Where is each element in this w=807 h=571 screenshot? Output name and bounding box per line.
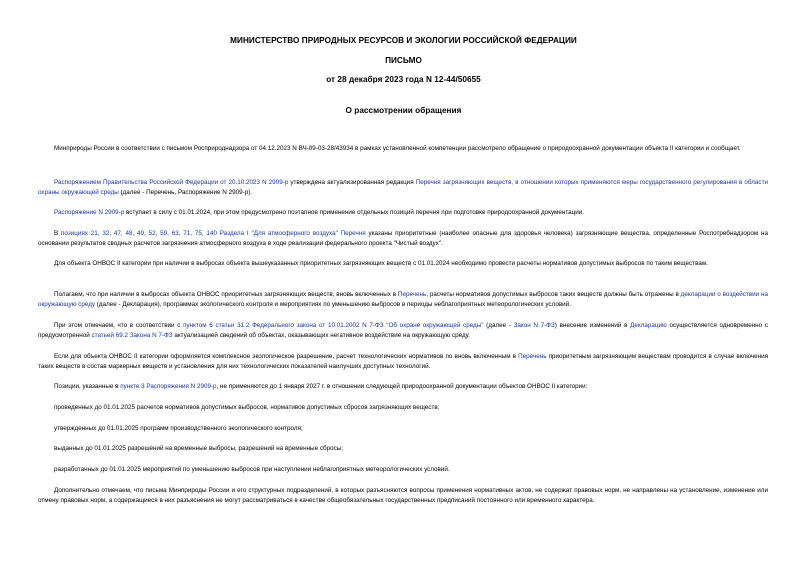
link-law-7fz-article[interactable]: пунктом 6 статьи 31.2 Федерального закона от 10.01.2002 N 7-ФЗ "Об охране окружающей среды" bbox=[183, 322, 484, 329]
text: указаны приоритетные (наиболее опасные для здоровья человека) загрязняющие вещества, определенные Роспотребнадзором на основании результатов сводных расчетов загрязнения атмосферного воздуха в ходе реализации федерального проекта "Чистый воздух". bbox=[38, 230, 768, 247]
list-item-3: выданных до 01.01.2025 разрешений на временные выбросы, разрешений на временные сбросы; bbox=[54, 445, 344, 452]
link-positions-section-1[interactable]: позициях 21, 32, 47, 48, 49, 52, 59, 63, 71, 75, 140 Раздела I "Для атмосферного воздуха" Перечня bbox=[61, 230, 366, 237]
paragraph-final: Дополнительно отмечаем, что письма Минприроды России и его структурных подразделений, в которых разъясняются вопросы применения нормативных актов, не содержат правовых норм, не направлены на установление, изменение или отмену правовых норм, а содержащиеся в них разъяснения не могут рассматриваться в качестве общеобязательных государственных предписаний постоянного или временного характера. bbox=[38, 487, 768, 504]
document-date-number: от 28 декабря 2023 года N 12-44/50655 bbox=[326, 75, 481, 84]
paragraph-8 bbox=[38, 352, 768, 371]
text: , расчеты нормативов допустимых выбросов таких веществ должны быть отражены в bbox=[426, 291, 681, 298]
ministry-heading: МИНИСТЕРСТВО ПРИРОДНЫХ РЕСУРСОВ И ЭКОЛОГИИ РОССИЙСКОЙ ФЕДЕРАЦИИ bbox=[230, 36, 577, 45]
text: актуализацией сведений об объектах, оказывающих негативное воздействие на окружающую среду. bbox=[172, 331, 470, 339]
link-declaration[interactable]: декларации о воздействии на окружающую среду bbox=[38, 291, 768, 308]
paragraph-9 bbox=[38, 382, 768, 392]
text: , не применяются до 1 января 2027 г. в отношении следующей природоохранной документации объектов ОНВОС II категории: bbox=[216, 383, 588, 390]
text: В bbox=[54, 230, 62, 237]
list-item-2: утвержденных до 01.01.2025 программ производственного экологического контроля; bbox=[54, 425, 303, 432]
paragraph-6 bbox=[38, 290, 768, 309]
paragraph-5: Для объекта ОНВОС II категории при наличии в выбросах объекта вышеуказанных приоритетных загрязняющих веществ с 01.01.2024 необходимо провести расчеты нормативов допустимых выбросов по таким веществам. bbox=[54, 260, 708, 267]
paragraph-3 bbox=[38, 208, 768, 218]
link-declaration-2[interactable]: Декларацию bbox=[630, 322, 667, 329]
text: Если для объекта ОНВОС II категории оформляется комплексное экологическое разрешение, расчет технологических нормативов по вновь включенным в bbox=[54, 353, 519, 360]
link-list-2[interactable]: Перечень bbox=[518, 353, 547, 360]
paragraph-4 bbox=[38, 229, 768, 248]
text: Позиции, указанные в bbox=[54, 383, 121, 390]
text: При этом отмечаем, что в соответствии с bbox=[54, 322, 184, 329]
text: осуществляется одновременно с предусмотренной bbox=[38, 322, 768, 339]
link-pollutants-list[interactable]: Перечня загрязняющих веществ, в отношении которых применяются меры государственного регулирования в области охраны окружающей среды bbox=[38, 179, 768, 196]
text: приоритетным загрязняющим веществам проводится в случае включения таких веществ в состав маркерных веществ и установления для них технологических показателей наилучших доступных технологий. bbox=[38, 353, 768, 370]
document-type: ПИСЬМО bbox=[385, 56, 422, 65]
paragraph-2 bbox=[38, 178, 768, 197]
text: (далее - bbox=[483, 322, 514, 329]
text: Полагаем, что при наличии в выбросах объекта ОНВОС приоритетных загрязняющих веществ, вновь включенных в bbox=[54, 291, 398, 298]
link-article-69-2[interactable]: статьей 69.2 Закона N 7-ФЗ bbox=[91, 331, 173, 339]
text: (далее - Декларация), программах экологического контроля и мероприятиях по уменьшению выбросов в периоды неблагоприятных метеорологических условий. bbox=[95, 300, 571, 308]
text: утверждена актуализированная редакция bbox=[288, 179, 416, 186]
text: вступает в силу с 01.01.2024, при этом предусмотрено поэтапное применение отдельных позиций перечня при подготовке природоохранной документации. bbox=[124, 209, 585, 216]
list-item-4: разработанных до 01.01.2025 мероприятий по уменьшению выбросов при наступлении неблагоприятных метеорологических условий. bbox=[54, 466, 450, 473]
link-order-item-3[interactable]: пункте 3 Распоряжения N 2909-р bbox=[120, 383, 217, 390]
link-government-order[interactable]: Распоряжением Правительства Российской Федерации от 20.10.2023 N 2909-р bbox=[54, 179, 289, 186]
link-order-2909[interactable]: Распоряжение N 2909-р bbox=[54, 209, 125, 216]
link-list[interactable]: Перечень bbox=[397, 291, 427, 298]
text: (далее - Перечень, Распоряжение N 2909-р). bbox=[118, 188, 253, 196]
paragraph-1: Минприроды России в соответствии с письмом Росприроднадзора от 04.12.2023 N ВЧ-09-03-28/43934 в рамках установленной компетенции рассмотрело обращение о природоохранной документации объекта II категории и сообщает. bbox=[54, 145, 741, 152]
link-law-7fz[interactable]: Закон N 7-ФЗ bbox=[513, 322, 555, 329]
paragraph-7 bbox=[38, 321, 768, 340]
list-item-1: проведенных до 01.01.2025 расчетов нормативов допустимых выбросов, нормативов допустимых сбросов загрязняющих веществ; bbox=[54, 404, 440, 411]
text: ) внесение изменений в bbox=[554, 322, 631, 329]
document-subject: О рассмотрении обращения bbox=[345, 106, 462, 115]
